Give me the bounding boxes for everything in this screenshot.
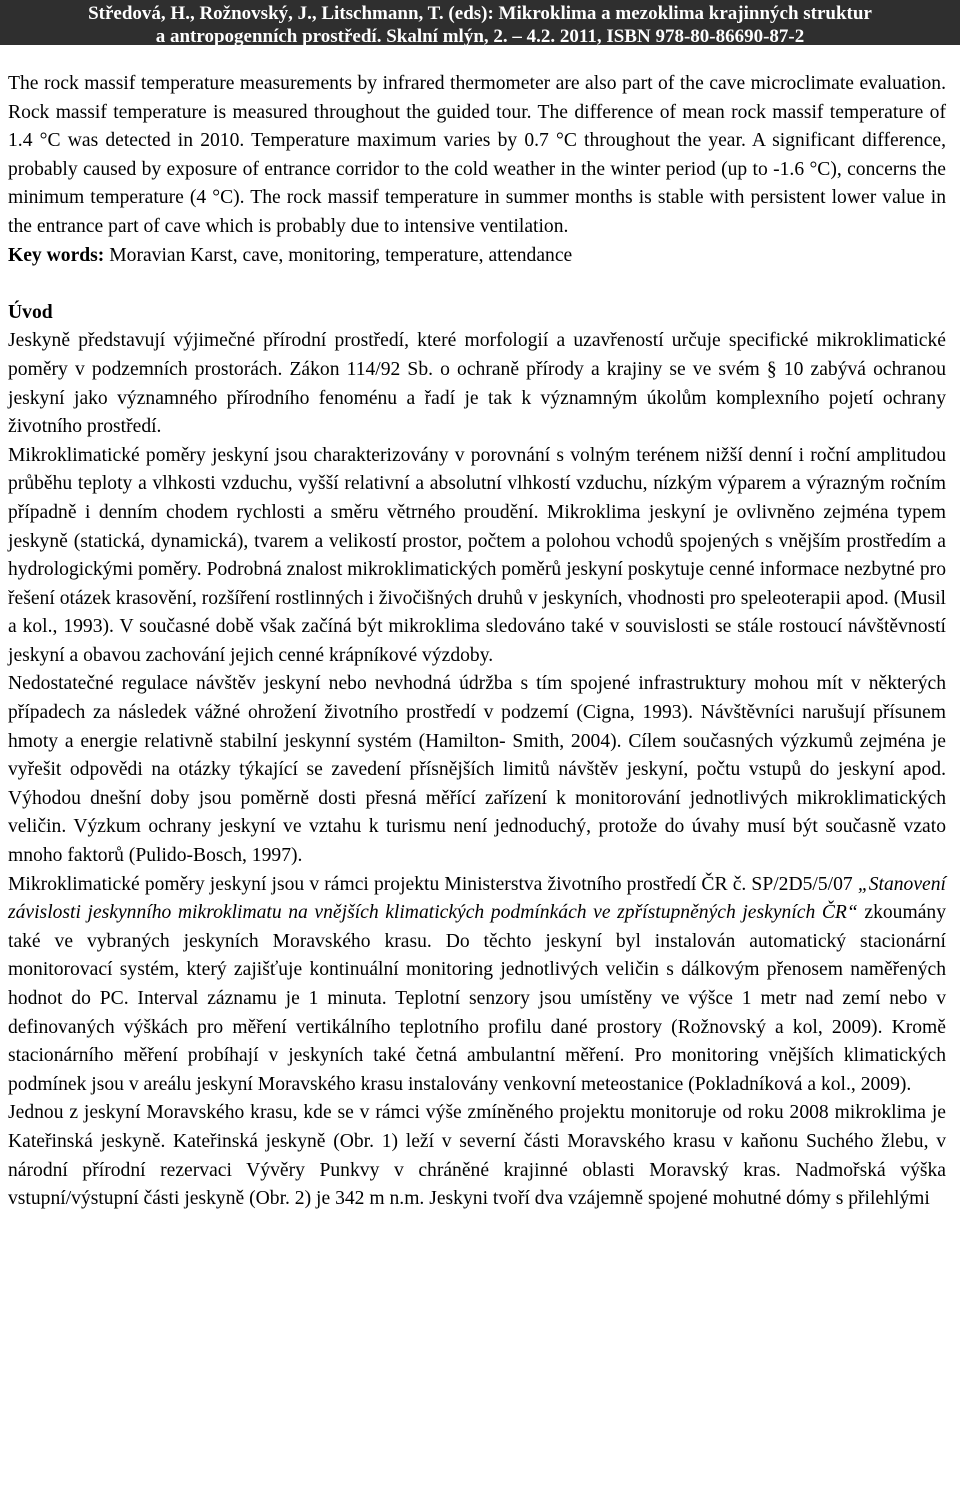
p4-text-after: zkoumány také ve vybraných jeskyních Moravského krasu. Do těchto jeskyní byl instalován automatický stacionární monitorovací systém, který zajišťuje kontinuální monitoring jednotlivých veličin s dálkovým přenosem naměřených hodnot do PC. Interval záznamu je 1 minuta. Teplotní senzory jsou umístěny ve výšce 1 metr nad zemí nebo v definovaných výškách pro měření vertikálního teplotního profilu dané prostory (Rožnovský a kol, 2009). Kromě stacionárního měření probíhají v jeskyních také četná ambulantní měření. Pro monitoring vnějších klimatických podmínek jsou v areálu jeskyní Moravského krasu instalovány venkovní meteostanice (Pokladníková a kol., 2009). bbox=[8, 902, 946, 1095]
keywords-paragraph bbox=[8, 242, 946, 271]
header-line-1: Středová, H., Rožnovský, J., Litschmann, T. (eds): Mikroklima a mezoklima krajinných struktur bbox=[88, 3, 872, 24]
intro-paragraph-4 bbox=[8, 871, 946, 1100]
page-header bbox=[0, 0, 960, 45]
keywords-label: Key words: bbox=[8, 244, 105, 266]
project-title: „Stanovení závislosti jeskynního mikroklimatu na vnějších klimatických podmínkách ve zpřístupněných jeskyních ČR“ bbox=[8, 873, 946, 924]
keywords-text: Moravian Karst, cave, monitoring, temperature, attendance bbox=[104, 244, 573, 266]
article-body bbox=[8, 70, 946, 1214]
header-line-2: a antropogenních prostředí. Skalní mlýn, 2. – 4.2. 2011, ISBN 978-80-86690-87-2 bbox=[155, 26, 805, 47]
intro-paragraph-3: Nedostatečné regulace návštěv jeskyní nebo nevhodná údržba s tím spojené infrastruktury mohou mít v některých případech za následek vážné ohrožení životního prostředí v podzemí (Cigna, 1993). Návštěvníci narušují přísunem hmoty a energie relativně stabilní jeskynní systém (Hamilton- Smith, 2004). Cílem současných výzkumů zejména je vyřešit odpovědi na otázky týkající se zavedení přísnějších limitů návštěv jeskyní, počtu vstupů do jeskyní apod. Výhodou dnešní doby jsou poměrně dosti přesná měřící zařízení k monitorování jednotlivých mikroklimatických veličin. Výzkum ochrany jeskyní ve vztahu k turismu není jednoduchý, protože do úvahy musí být současně vzato mnoho faktorů (Pulido-Bosch, 1997). bbox=[8, 673, 946, 867]
section-heading: Úvod bbox=[8, 301, 53, 323]
intro-paragraph-2: Mikroklimatické poměry jeskyní jsou charakterizovány v porovnání s volným terénem nižší denní i roční amplitudou průběhu teploty a vlhkosti vzduchu, vyšší relativní a absolutní vlhkostí vzduchu, nízkým výparem a výrazným ročním případně i denním chodem rychlosti a směru větrného proudění. Mikroklima jeskyní je ovlivněno zejména typem jeskyně (statická, dynamická), tvarem a velikostí prostor, počtem a polohou vchodů spojených s vnějším prostředím a hydrologickými poměry. Podrobná znalost mikroklimatických poměrů jeskyní poskytuje cenné informace nezbytné pro řešení otázek krasovění, rozšíření rostlinných i živočišných druhů v jeskyních, vhodnosti pro speleoterapii apod. (Musil a kol., 1993). V současné době však začíná být mikroklima sledováno také v souvislosti se stále rostoucí návštěvností jeskyní a obavou zachování jejich cenné krápníkové výzdoby. bbox=[8, 444, 946, 666]
intro-paragraph-1: Jeskyně představují výjimečné přírodní prostředí, které morfologií a uzavřeností určuje specifické mikroklimatické poměry v podzemních prostorách. Zákon 114/92 Sb. o ochraně přírody a krajiny se ve svém § 10 zabývá ochranou jeskyní jako významného přírodního fenoménu a řadí je tak k významným úkolům komplexního pojetí ochrany životního prostředí. bbox=[8, 330, 946, 438]
intro-paragraph-5: Jednou z jeskyní Moravského krasu, kde se v rámci výše zmíněného projektu monitoruje od roku 2008 mikroklima je Kateřinská jeskyně. Kateřinská jeskyně (Obr. 1) leží v severní části Moravského krasu v kaňonu Suchého žlebu, v národní přírodní rezervaci Vývěry Punkvy v chráněné krajinné oblasti Moravský kras. Nadmořská výška vstupní/výstupní části jeskyně (Obr. 2) je 342 m n.m. Jeskyni tvoří dva vzájemně spojené mohutné dómy s přilehlými bbox=[8, 1102, 946, 1210]
abstract-paragraph: The rock massif temperature measurements by infrared thermometer are also part of the cave microclimate evaluation. Rock massif temperature is measured throughout the guided tour. The difference of mean rock massif temperature of 1.4 °C was detected in 2010. Temperature maximum varies by 0.7 °C throughout the year. A significant difference, probably caused by exposure of entrance corridor to the cold weather in the winter period (up to -1.6 °C), concerns the minimum temperature (4 °C). The rock massif temperature in summer months is stable with persistent lower value in the entrance part of cave which is probably due to intensive ventilation. bbox=[8, 73, 946, 237]
p4-text-before: Mikroklimatické poměry jeskyní jsou v rámci projektu Ministerstva životního prostředí ČR č. SP/2D5/5/07 bbox=[8, 873, 858, 895]
